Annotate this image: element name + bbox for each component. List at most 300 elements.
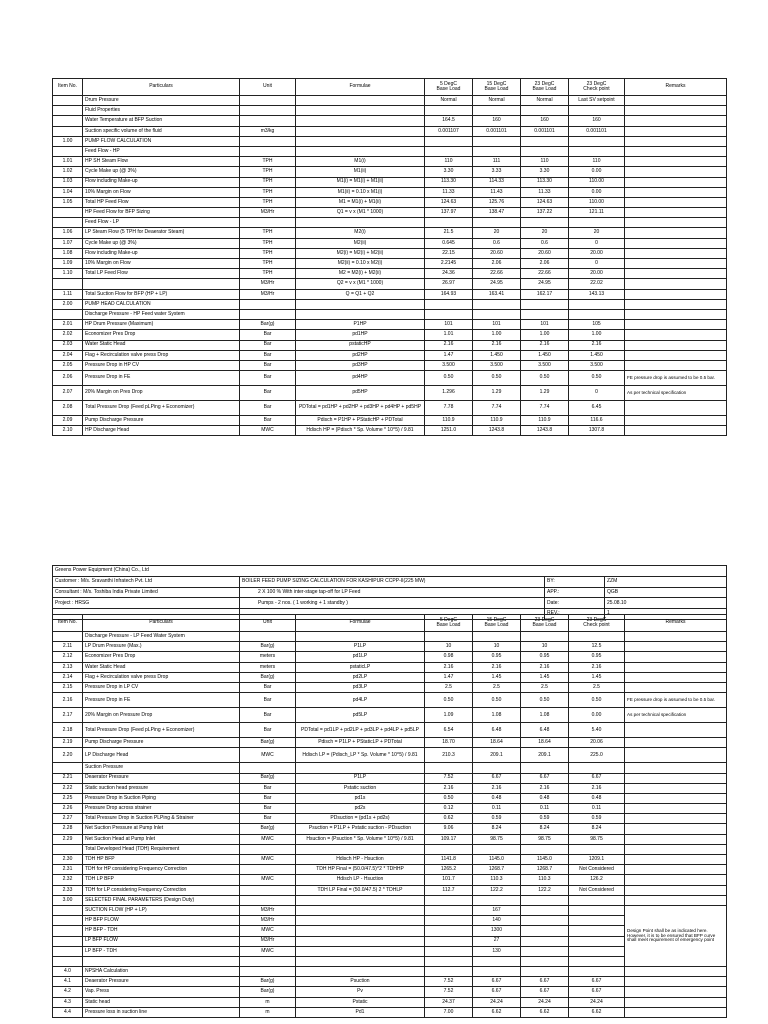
table-cell xyxy=(625,824,727,834)
table-cell: Bar(g) xyxy=(240,320,296,330)
table-cell: 2.5 xyxy=(569,682,625,692)
table-row xyxy=(53,693,727,708)
table-cell: 1209.1 xyxy=(569,855,625,865)
table-cell: 2.22 xyxy=(53,783,83,793)
table-cell xyxy=(425,967,473,977)
table-cell: 0.50 xyxy=(473,693,521,708)
table-row xyxy=(53,289,727,299)
table-cell: Psuction xyxy=(296,977,425,987)
table-cell: pd5LP xyxy=(296,708,425,723)
table-cell: Total Developed Head (TDH) Requirement xyxy=(83,844,240,854)
table-cell: Flag + Recirculation valve press Drop xyxy=(83,672,240,682)
table-cell: Bar(g) xyxy=(240,824,296,834)
table-cell: Discharge Pressure - LP Feed Water System xyxy=(83,632,240,642)
table-cell: 143.13 xyxy=(569,289,625,299)
table-cell: M1 = M1(i) + M1(ii) xyxy=(296,197,425,207)
table-cell: TPH xyxy=(240,157,296,167)
table-cell: TDH for LP considering Frequency Correction xyxy=(83,885,240,895)
table-cell: 160 xyxy=(521,116,569,126)
table-cell: 7.52 xyxy=(425,977,473,987)
table-cell: 110.00 xyxy=(569,177,625,187)
table-row xyxy=(53,177,727,187)
table-row xyxy=(53,360,727,370)
table-cell xyxy=(521,905,569,915)
table-cell: 2.16 xyxy=(425,662,473,672)
table-cell: 10 xyxy=(473,642,521,652)
table-cell xyxy=(625,228,727,238)
table-cell: TPH xyxy=(240,167,296,177)
table-cell: 2.5 xyxy=(473,682,521,692)
table-cell xyxy=(569,299,625,309)
table-row xyxy=(53,834,727,844)
table-cell xyxy=(473,299,521,309)
table-cell: 0.50 xyxy=(569,693,625,708)
table-cell: 6.48 xyxy=(521,723,569,738)
table-cell xyxy=(240,136,296,146)
table-cell: 0.62 xyxy=(425,814,473,824)
table-row xyxy=(53,96,727,106)
table-cell: Bar xyxy=(240,793,296,803)
table-cell: 2.00 xyxy=(53,299,83,309)
table-cell: 1.00 xyxy=(473,330,521,340)
table-cell: 121.11 xyxy=(569,208,625,218)
table-cell: 6.67 xyxy=(521,987,569,997)
table-cell: Bar xyxy=(240,330,296,340)
table-row xyxy=(53,401,727,416)
table-cell: 7.78 xyxy=(425,401,473,416)
table-row xyxy=(53,259,727,269)
table-row xyxy=(53,875,727,885)
table-cell: 2.16 xyxy=(425,340,473,350)
table-cell xyxy=(296,126,425,136)
table-cell xyxy=(569,967,625,977)
table-cell: TDH for HP considering Frequency Correction xyxy=(83,865,240,875)
table-cell: 24.36 xyxy=(425,269,473,279)
table-cell: pd3LP xyxy=(296,682,425,692)
table-cell: TPH xyxy=(240,259,296,269)
design-point-remark: Design Point shall be as indicated here. However, it is to be ensured that BFP curve shall meet requirement of emergency point xyxy=(625,905,727,966)
table-cell: 20.60 xyxy=(521,248,569,258)
table-cell: m3/kg xyxy=(240,126,296,136)
table-cell: 20% Margin on Pressure Drop xyxy=(83,708,240,723)
table-row xyxy=(53,187,727,197)
table-cell: 1.07 xyxy=(53,238,83,248)
table-cell: 101 xyxy=(521,320,569,330)
table-cell: 20 xyxy=(569,228,625,238)
table-cell: 6.62 xyxy=(473,1007,521,1017)
table-cell xyxy=(53,956,83,966)
table-cell xyxy=(296,946,425,956)
table-cell: Bar xyxy=(240,682,296,692)
table-cell: Hdisch HP = (Pdisch * Sp. Volume * 10^5) / 9.81 xyxy=(296,426,425,436)
table-cell: Flow including Make-up xyxy=(83,248,240,258)
table-cell xyxy=(425,299,473,309)
table-cell: 2.32 xyxy=(53,875,83,885)
table-row xyxy=(53,106,727,116)
table-cell: 2.06 xyxy=(473,259,521,269)
table-cell: Bar xyxy=(240,783,296,793)
table-cell: 210.3 xyxy=(425,748,473,763)
table-cell xyxy=(296,763,425,773)
table-cell: Bar(g) xyxy=(240,977,296,987)
table-cell: 8.24 xyxy=(473,824,521,834)
table-cell: Fluid Properties xyxy=(83,106,240,116)
table-cell xyxy=(625,652,727,662)
table-cell: 7.74 xyxy=(521,401,569,416)
table-cell: 0.6 xyxy=(473,238,521,248)
table-cell: Bar xyxy=(240,416,296,426)
table-cell xyxy=(569,146,625,156)
table-cell: Feed Flow - LP xyxy=(83,218,240,228)
table-cell: M1(i) = M1(i) + M1(ii) xyxy=(296,177,425,187)
table-cell xyxy=(425,844,473,854)
table-cell: 5.40 xyxy=(569,723,625,738)
table-cell xyxy=(296,116,425,126)
table-cell: 10% Margin on Flow xyxy=(83,187,240,197)
table-cell: Bar xyxy=(240,708,296,723)
table-cell xyxy=(53,146,83,156)
table-cell: 6.62 xyxy=(521,1007,569,1017)
table-cell xyxy=(625,834,727,844)
table-cell: 98.75 xyxy=(569,834,625,844)
table-cell: Q1 = v x (M1 * 1000) xyxy=(296,208,425,218)
table-cell: 0.50 xyxy=(569,371,625,386)
table-cell: Bar xyxy=(240,360,296,370)
table-cell xyxy=(53,905,83,915)
table-cell: 0 xyxy=(569,238,625,248)
table-cell: 20 xyxy=(473,228,521,238)
table-cell: 0.95 xyxy=(473,652,521,662)
table-cell: Bar xyxy=(240,350,296,360)
table-cell xyxy=(240,218,296,228)
table-cell: Bar(g) xyxy=(240,773,296,783)
table-cell: M2(ii) = 0.10 x M2(i) xyxy=(296,259,425,269)
doc-title: BOILER FEED PUMP SIZING CALCULATION FOR KASHIPUR CCPP-II(225 MW) xyxy=(240,576,545,587)
table-cell: 2.19 xyxy=(53,738,83,748)
table-cell xyxy=(240,146,296,156)
table-row xyxy=(53,228,727,238)
table-cell: 0.95 xyxy=(569,652,625,662)
table-row xyxy=(53,218,727,228)
table-cell: HP SH Steam Flow xyxy=(83,157,240,167)
table-cell xyxy=(625,360,727,370)
table-cell: 0.48 xyxy=(569,793,625,803)
table-cell: meters xyxy=(240,652,296,662)
table-cell: M3/Hr xyxy=(240,936,296,946)
table-cell: 2.25 xyxy=(53,793,83,803)
table-cell: Economizer Pres Drop xyxy=(83,652,240,662)
table-cell xyxy=(625,320,727,330)
table-cell xyxy=(625,682,727,692)
column-header: Formulae xyxy=(296,79,425,96)
table-cell xyxy=(521,916,569,926)
table-cell xyxy=(521,136,569,146)
table-cell xyxy=(625,167,727,177)
table-cell: 2.16 xyxy=(473,783,521,793)
table-cell: Pressure Drop across strainer xyxy=(83,804,240,814)
table-cell: 1.10 xyxy=(53,269,83,279)
table-cell: Net Suction Head at Pump Inlet xyxy=(83,834,240,844)
table-cell: 22.66 xyxy=(473,269,521,279)
table-cell: 0.00 xyxy=(569,167,625,177)
table-cell xyxy=(473,763,521,773)
table-cell: 1268.7 xyxy=(473,865,521,875)
table-cell: 0.50 xyxy=(521,693,569,708)
table-cell: 2.13 xyxy=(53,662,83,672)
table-row xyxy=(53,197,727,207)
table-cell: 1.02 xyxy=(53,167,83,177)
table-row xyxy=(53,977,727,987)
consultant-label: Consultant : M/s. Toshiba India Private Limited xyxy=(53,587,240,598)
table-cell: 2.5 xyxy=(521,682,569,692)
table-cell: 0.11 xyxy=(473,804,521,814)
table-cell: 164.93 xyxy=(425,289,473,299)
table-cell xyxy=(296,967,425,977)
table-cell: Bar(g) xyxy=(240,642,296,652)
table-cell xyxy=(625,763,727,773)
table-cell: 1.450 xyxy=(521,350,569,360)
table-cell: 6.67 xyxy=(473,977,521,987)
table-cell: MWC xyxy=(240,834,296,844)
table-cell xyxy=(521,946,569,956)
table-cell: 2.16 xyxy=(425,783,473,793)
app-value: QGB xyxy=(605,587,727,598)
table-cell xyxy=(625,642,727,652)
table-cell: 2.15 xyxy=(53,682,83,692)
table-cell: 2.01 xyxy=(53,320,83,330)
table-row xyxy=(53,905,727,915)
table-cell xyxy=(625,299,727,309)
table-cell: Total LP Feed Flow xyxy=(83,269,240,279)
table-cell: 2.33 xyxy=(53,885,83,895)
table-cell xyxy=(625,773,727,783)
table-cell: Pump Discharge Pressure xyxy=(83,738,240,748)
table-cell: 126.2 xyxy=(569,875,625,885)
table-row xyxy=(53,350,727,360)
table-cell xyxy=(473,967,521,977)
column-header: 23 DegC Base Load xyxy=(521,615,569,632)
table-cell: 6.45 xyxy=(569,401,625,416)
table-cell: pd4LP xyxy=(296,693,425,708)
table-cell xyxy=(240,106,296,116)
table-cell: M2(ii) xyxy=(296,238,425,248)
table-cell xyxy=(625,895,727,905)
table-cell: 1145.0 xyxy=(473,855,521,865)
column-header: Item No. xyxy=(53,615,83,632)
table-cell: 18.64 xyxy=(521,738,569,748)
table-cell xyxy=(625,738,727,748)
table-cell: Last SV setpoint xyxy=(569,96,625,106)
table-cell xyxy=(625,208,727,218)
table-cell: 0.11 xyxy=(521,804,569,814)
table-cell: 0.98 xyxy=(425,652,473,662)
table-cell xyxy=(625,855,727,865)
table-cell: 3.00 xyxy=(53,895,83,905)
table-cell xyxy=(625,416,727,426)
table-cell: Pump Discharge Pressure xyxy=(83,416,240,426)
table-header-row xyxy=(53,615,727,632)
table-cell: HP Feed Flow for BFP Sizing xyxy=(83,208,240,218)
table-cell: TPH xyxy=(240,228,296,238)
table-cell: Cycle Make up (@ 3%) xyxy=(83,167,240,177)
table-cell: Hdisch LP = (Pdisch_LP * Sp. Volume * 10^5) / 9.81 xyxy=(296,748,425,763)
table-cell: Deaerator Pressure xyxy=(83,773,240,783)
table-cell: 0.50 xyxy=(425,371,473,386)
table-cell: Hdisch LP - Hsuction xyxy=(296,875,425,885)
table-cell: 3.30 xyxy=(425,167,473,177)
table-cell: 163.41 xyxy=(473,289,521,299)
company-name: Greens Power Equipment (China) Co., Ltd xyxy=(53,566,727,577)
table-cell xyxy=(625,187,727,197)
page2-header xyxy=(52,565,727,620)
table-cell: 110 xyxy=(569,157,625,167)
table-row xyxy=(53,416,727,426)
table-cell xyxy=(569,956,625,966)
table-cell: 6.67 xyxy=(473,773,521,783)
table-cell: 2.30 xyxy=(53,855,83,865)
table-cell: pd1s xyxy=(296,793,425,803)
table-cell: 3.33 xyxy=(473,167,521,177)
table-cell xyxy=(625,126,727,136)
table-cell: 124.63 xyxy=(425,197,473,207)
table-cell: 1.00 xyxy=(521,330,569,340)
table-cell: Q2 = v x (M1 * 1000) xyxy=(296,279,425,289)
table-cell xyxy=(425,106,473,116)
table-cell: 1.450 xyxy=(569,350,625,360)
table-cell xyxy=(625,967,727,977)
table-row xyxy=(53,682,727,692)
table-cell: pd1HP xyxy=(296,330,425,340)
table-cell xyxy=(53,763,83,773)
table-cell xyxy=(625,804,727,814)
table-cell: Pd1 xyxy=(296,1007,425,1017)
table-cell: 1.450 xyxy=(473,350,521,360)
table-cell: 1.08 xyxy=(521,708,569,723)
table-cell xyxy=(569,926,625,936)
table-cell: SUCTION FLOW (HP + LP) xyxy=(83,905,240,915)
table-cell: 2.12 xyxy=(53,652,83,662)
table-cell: pd5HP xyxy=(296,386,425,401)
table-cell: 0.50 xyxy=(521,371,569,386)
table-cell: 20% Margin on Pres Drop xyxy=(83,386,240,401)
table-cell: 1.45 xyxy=(569,672,625,682)
table-cell: 2.20 xyxy=(53,748,83,763)
table-cell: 116.6 xyxy=(569,416,625,426)
table-cell: As per technical specification xyxy=(625,708,727,723)
table-cell: 2.08 xyxy=(53,401,83,416)
table-row xyxy=(53,248,727,258)
table-cell xyxy=(521,218,569,228)
table-cell xyxy=(625,793,727,803)
table-cell: 138.47 xyxy=(473,208,521,218)
table-cell: 2.16 xyxy=(521,340,569,350)
table-cell: LP Discharge Head xyxy=(83,748,240,763)
table-cell xyxy=(521,146,569,156)
table-cell xyxy=(473,136,521,146)
table-cell: 2.11 xyxy=(53,642,83,652)
table-cell: 1.04 xyxy=(53,187,83,197)
table-row xyxy=(53,386,727,401)
table-cell: Deaerator Pressure xyxy=(83,977,240,987)
table-row xyxy=(53,632,727,642)
table-cell xyxy=(625,672,727,682)
table-cell: 6.67 xyxy=(521,773,569,783)
table-cell xyxy=(425,946,473,956)
table-cell: 2.2145 xyxy=(425,259,473,269)
table-cell: 2.07 xyxy=(53,386,83,401)
table-cell xyxy=(473,309,521,319)
table-cell: 160 xyxy=(569,116,625,126)
table-cell xyxy=(625,269,727,279)
table-cell xyxy=(521,967,569,977)
table-cell xyxy=(625,279,727,289)
table-cell: 2.04 xyxy=(53,350,83,360)
table-cell: M2(i) = M2(i) + M2(ii) xyxy=(296,248,425,258)
table-cell: 0.001101 xyxy=(521,126,569,136)
table-cell xyxy=(521,299,569,309)
table-cell xyxy=(473,218,521,228)
table-cell: 1.01 xyxy=(425,330,473,340)
table-cell: 20.00 xyxy=(569,269,625,279)
table-cell: 7.00 xyxy=(425,1007,473,1017)
table-cell: TPH xyxy=(240,238,296,248)
table-cell xyxy=(240,967,296,977)
table-cell: 160 xyxy=(473,116,521,126)
table-cell xyxy=(425,632,473,642)
table-cell: 2.16 xyxy=(521,783,569,793)
table-cell: 7.52 xyxy=(425,987,473,997)
table-cell: Normal xyxy=(425,96,473,106)
table-cell xyxy=(425,926,473,936)
column-header: 5 DegC Base Load xyxy=(425,79,473,96)
table-cell xyxy=(296,299,425,309)
table-cell: 6.67 xyxy=(569,773,625,783)
table-cell xyxy=(625,330,727,340)
table-cell: 125.76 xyxy=(473,197,521,207)
table-cell: 209.1 xyxy=(521,748,569,763)
table-cell xyxy=(53,632,83,642)
table-cell: 2.02 xyxy=(53,330,83,340)
column-header: Remarks xyxy=(625,615,727,632)
table-cell: Bar xyxy=(240,401,296,416)
table-cell: M3/Hr xyxy=(240,905,296,915)
table-cell xyxy=(521,763,569,773)
table-cell: 1.00 xyxy=(569,330,625,340)
table-cell xyxy=(296,632,425,642)
table-cell xyxy=(296,106,425,116)
table-cell xyxy=(296,916,425,926)
table-row xyxy=(53,662,727,672)
table-cell xyxy=(569,844,625,854)
by-value: ZZM xyxy=(605,576,727,587)
table-cell xyxy=(296,956,425,966)
column-header: Unit xyxy=(240,615,296,632)
table-cell: Pstatic xyxy=(296,997,425,1007)
table-cell: 0.95 xyxy=(521,652,569,662)
table-cell: 1.03 xyxy=(53,177,83,187)
table-cell: 22.02 xyxy=(569,279,625,289)
table-cell: SELECTED FINAL PARAMETERS (Design Duty) xyxy=(83,895,240,905)
table-cell xyxy=(240,309,296,319)
table-cell: 110 xyxy=(425,157,473,167)
table-cell: M1(i) xyxy=(296,157,425,167)
table-cell: M2 = M2(i) + M2(ii) xyxy=(296,269,425,279)
table-cell xyxy=(425,956,473,966)
table-cell: M3/Hr xyxy=(240,208,296,218)
table-cell xyxy=(296,146,425,156)
column-header: Formulae xyxy=(296,615,425,632)
table-cell xyxy=(625,218,727,228)
